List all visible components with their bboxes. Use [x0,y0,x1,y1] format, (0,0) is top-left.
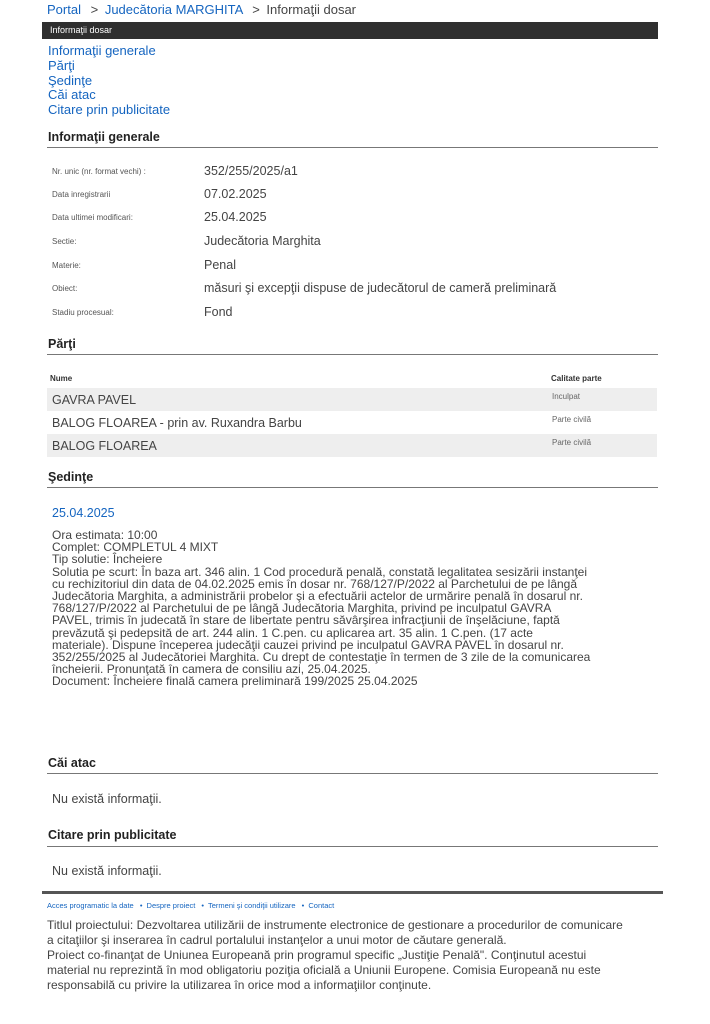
table-row [47,388,657,411]
info-label: Sectie: [52,237,77,246]
info-value: măsuri şi excepţii dispuse de judecătorul de cameră preliminară [204,281,557,295]
anchor-sedinte[interactable]: Şedinţe [48,72,93,88]
footer-text-line: material nu reprezintă în mod obligatoriu poziţia oficială a Uniunii Europene. Comisia Europeană nu este [47,963,601,977]
section-anchor-links [48,44,170,118]
info-value: Judecătoria Marghita [204,234,321,248]
hearing-line: PAVEL, trimis în judecată în stare de libertate pentru săvârşirea infracţiunii de înşelăciune, faptă [52,613,560,628]
footer-text-line: Titlul proiectului: Dezvoltarea utilizării de instrumente electronice de gestionare a procedurilor de comunicare [47,918,623,932]
footer-link-separator: • [201,901,205,910]
table-row [47,434,657,457]
breadcrumb [47,2,356,17]
footer-project-info [47,918,667,993]
info-label: Stadiu procesual: [52,308,114,317]
party-name: GAVRA PAVEL [52,393,137,407]
info-value: 07.02.2025 [204,187,267,201]
footer-link-separator: • [301,901,305,910]
info-value: 25.04.2025 [204,210,267,224]
section-divider [47,487,658,488]
breadcrumb-separator: > [90,2,99,17]
party-role: Parte civilă [552,415,592,424]
info-label: Data inregistrarii [52,190,111,199]
column-header-calitate-parte: Calitate parte [551,374,602,383]
info-label: Data ultimei modificari: [52,213,133,222]
cai-atac-empty-message: Nu există informaţii. [52,792,162,806]
footer-link-separator: • [139,901,143,910]
anchor-parti[interactable]: Părţi [48,57,75,73]
table-row [47,411,657,434]
info-value: Penal [204,258,236,272]
footer-link-termeni[interactable]: Termeni şi condiţii utilizare [208,901,296,910]
info-label: Obiect: [52,284,78,293]
citare-empty-message: Nu există informaţii. [52,864,162,878]
page-title-bar: Informaţii dosar [42,22,658,39]
info-value: Fond [204,305,233,319]
party-name: BALOG FLOAREA - prin av. Ruxandra Barbu [52,416,302,430]
footer-text-line: Proiect co-finanţat de Uniunea Europeană prin programul specific „Justiţie Penală". Conţinutul acestui [47,948,587,962]
info-label: Nr. unic (nr. format vechi) : [52,167,146,176]
party-role: Inculpat [552,392,581,401]
breadcrumb-current: Informaţii dosar [266,2,357,17]
section-title-cai-atac: Căi atac [48,756,96,770]
hearing-line: încheierii. Pronunţată în camera de consiliu azi, 25.04.2025. [52,662,371,677]
footer-link-contact[interactable]: Contact [308,901,335,910]
breadcrumb-portal-link[interactable]: Portal [47,2,81,17]
anchor-informatii-generale[interactable]: Informaţii generale [48,43,156,58]
hearing-line: cu rechizitoriul din data de 04.02.2025 emis în dosar nr. 768/127/P/2022 al Parchetului de pe lângă [52,576,578,591]
hearing-date: 25.04.2025 [52,506,115,520]
footer-link-acces-programatic[interactable]: Acces programatic la date [47,901,134,910]
section-title-citare: Citare prin publicitate [48,828,177,842]
party-name: BALOG FLOAREA [52,439,157,453]
footer-link-despre-proiect[interactable]: Despre proiect [146,901,196,910]
footer-links [47,901,334,910]
footer-text-line: a citaţiilor şi inserarea în cadrul portalului instanţelor a unui motor de căutare generală. [47,933,507,947]
breadcrumb-separator: > [252,2,260,17]
hearing-line: materiale). Dispune începerea judecăţii cauzei privind pe inculpatul GAVRA PAVEL în dosarul nr. [52,637,564,652]
hearing-line: Solutia pe scurt: În baza art. 346 alin. 1 Cod procedură penală, constată legalitatea sesizării instanţei [52,564,587,579]
footer-divider [42,891,663,894]
section-divider [47,846,658,847]
hearing-line: 768/127/P/2022 al Parchetului de pe lângă Judecătoria Marghita, privind pe inculpatul GAVRA [52,601,552,616]
anchor-citare-prin-publicitate[interactable]: Citare prin publicitate [48,102,171,118]
hearing-line: Complet: COMPLETUL 4 MIXT [52,540,219,555]
section-divider [47,147,658,148]
hearing-line: prevăzută şi pedepsită de art. 244 alin. 1 C.pen. cu aplicarea art. 35 alin. 1 C.pen. (17 acte [52,625,533,640]
info-value: 352/255/2025/a1 [204,164,298,178]
section-title-sedinte: Şedinţe [48,470,94,484]
parti-table-header [50,374,656,383]
hearing-line: Judecătoria Marghita, a administrării probelor şi a efectuării actelor de urmărire penală în dosarul nr. [52,589,583,604]
section-title-parti: Părţi [48,337,76,351]
section-title-general: Informaţii generale [48,130,160,144]
anchor-cai-atac[interactable]: Căi atac [48,87,96,103]
hearing-details [52,529,662,688]
hearing-line: Document: Încheiere finală camera preliminară 199/2025 25.04.2025 [52,674,418,689]
hearing-line: 352/255/2025 al Judecătoriei Marghita. Cu drept de contestaţie în termen de 3 zile de la comunicarea [52,650,591,665]
footer-text-line: responsabilă cu privire la utilizarea în orice mod a informaţiilor conţinute. [47,978,432,992]
section-divider [47,354,658,355]
breadcrumb-court-link[interactable]: Judecătoria MARGHITA [104,2,243,17]
info-label: Materie: [52,261,81,270]
party-role: Parte civilă [552,438,592,447]
hearing-line: Ora estimata: 10:00 [52,528,158,542]
section-divider [47,773,658,774]
column-header-nume: Nume [50,374,73,383]
hearing-line: Tip solutie: Încheiere [52,552,163,567]
